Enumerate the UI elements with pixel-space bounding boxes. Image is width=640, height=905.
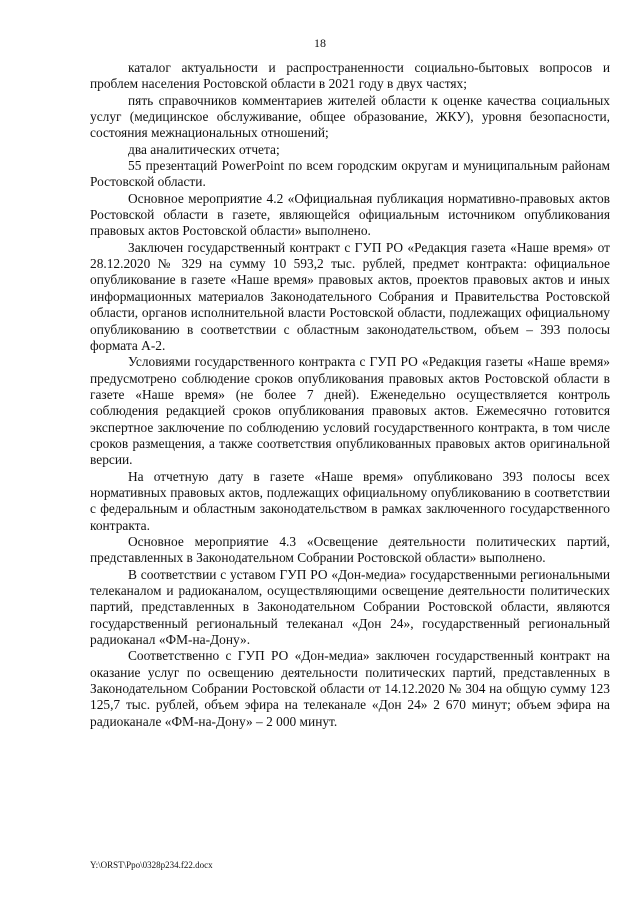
paragraph: Заключен государственный контракт с ГУП РО «Редакция газета «Наше время» от 28.12.2020 № 329 на сумму 10 593,2 тыс. рублей, предмет контракта: официальное опубликование в газете «Наше время» правовых актов, проектов правовых актов и иных информационных материалов Законодательного Собрания и Правительства Ростовской области, органов исполнительной власти Ростовской области, подлежащих официальному опубликованию в соответствии с областным законодательством, объем – 393 полосы формата А-2.: [90, 239, 610, 353]
footer-file-path: Y:\ORST\Ppo\0328p234.f22.docx: [90, 860, 213, 870]
paragraph: В соответствии с уставом ГУП РО «Дон-медиа» государственными региональными телеканалом и радиоканалом, осуществляющими освещение деятельности политических партий, представленных в Законодательном Собрании Ростовской области, являются государственный региональный телеканал «Дон 24», государственный региональный радиоканал «ФМ-на-Дону».: [90, 566, 610, 648]
paragraph: Основное мероприятие 4.2 «Официальная публикация нормативно-правовых актов Ростовской области в газете, являющейся официальным источником опубликования правовых актов Ростовской области» выполнено.: [90, 190, 610, 239]
paragraph: каталог актуальности и распространенности социально-бытовых вопросов и проблем населения Ростовской области в 2021 году в двух частях;: [90, 60, 610, 92]
paragraph: пять справочников комментариев жителей области к оценке качества социальных услуг (медицинское обслуживание, общее образование, ЖКУ), уровня безопасности, состояния межнациональных отношений;: [90, 92, 610, 141]
paragraph: Соответственно с ГУП РО «Дон-медиа» заключен государственный контракт на оказание услуг по освещению деятельности политических партий, представленных в Законодательном Собрании Ростовской области от 14.12.2020 № 304 на общую сумму 123 125,7 тыс. рублей, объем эфира на телеканале «Дон 24» 2 670 минут; объем эфира на радиоканале «ФМ-на-Дону» – 2 000 минут.: [90, 648, 610, 729]
paragraph: 55 презентаций PowerPoint по всем городским округам и муниципальным районам Ростовской области.: [90, 158, 610, 190]
paragraph: два аналитических отчета;: [128, 141, 280, 157]
page-number: 18: [314, 36, 326, 50]
paragraph: На отчетную дату в газете «Наше время» опубликовано 393 полосы всех нормативных правовых актов, подлежащих официальному опубликованию в соответствии с федеральным и областным законодательством в рамках заключенного государственного контракта.: [90, 468, 610, 533]
paragraph: Основное мероприятие 4.3 «Освещение деятельности политических партий, представленных в Законодательном Собрании Ростовской области» выполнено.: [90, 533, 610, 566]
document-body: [90, 60, 610, 730]
paragraph: Условиями государственного контракта с ГУП РО «Редакция газеты «Наше время» предусмотрено соблюдение сроков опубликования правовых актов Ростовской области в газете «Наше время» (не более 7 дней). Еженедельно осуществляется контроль соблюдения редакцией сроков опубликования правовых актов. Ежемесячно готовится экспертное заключение по соблюдению условий государственного контракта, в том числе сроков размещения, а также соответствия опубликованных правовых актов оригинальной версии.: [90, 354, 610, 468]
